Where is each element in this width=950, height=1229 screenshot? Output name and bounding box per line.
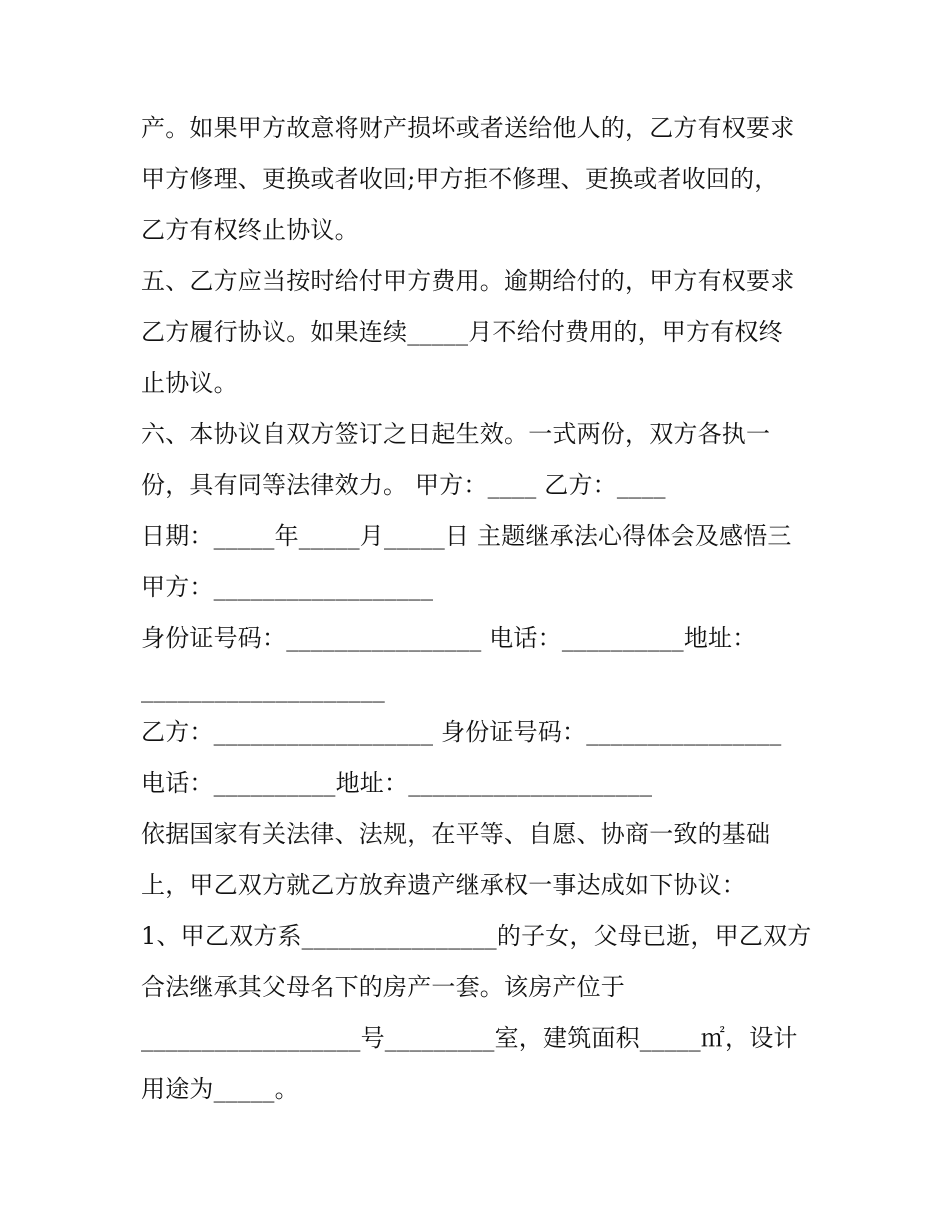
text-line: 上，甲乙双方就乙方放弃遗产继承权一事达成如下协议： <box>141 871 746 899</box>
text-line: 产。如果甲方故意将财产损坏或者送给他人的，乙方有权要求 <box>141 114 795 142</box>
text-line: 用途为_____。 <box>141 1075 299 1103</box>
text-line: 日期：_____年_____月_____日 主题继承法心得体会及感悟三 <box>141 522 792 550</box>
text-line: 合法继承其父母名下的房产一套。该房产位于 <box>141 973 625 1001</box>
text-line: __________________号_________室，建筑面积_____㎡，设计 <box>141 1024 798 1052</box>
text-line: 止协议。 <box>141 369 238 397</box>
text-line: 1、甲乙双方系________________的子女，父母已逝，甲乙双方 <box>141 922 812 950</box>
text-line: 份，具有同等法律效力。 甲方：____ 乙方：____ <box>141 471 666 499</box>
text-line: 乙方有权终止协议。 <box>141 216 359 244</box>
text-line: 甲方：__________________ <box>141 573 434 601</box>
text-line: 乙方履行协议。如果连续_____月不给付费用的，甲方有权终 <box>141 318 783 346</box>
text-line: 依据国家有关法律、法规，在平等、自愿、协商一致的基础 <box>141 820 771 848</box>
text-line: 电话：__________地址：____________________ <box>141 769 653 797</box>
text-line: 六、本协议自双方签订之日起生效。一式两份，双方各执一 <box>141 420 771 448</box>
text-line: 甲方修理、更换或者收回;甲方拒不修理、更换或者收回的， <box>141 165 779 193</box>
text-line: 乙方：__________________ 身份证号码：________________ <box>141 718 782 746</box>
text-line: 五、乙方应当按时给付甲方费用。逾期给付的，甲方有权要求 <box>141 267 795 295</box>
text-line: 身份证号码：________________ 电话：__________地址： <box>141 624 757 652</box>
text-line: ____________________ <box>141 675 385 703</box>
